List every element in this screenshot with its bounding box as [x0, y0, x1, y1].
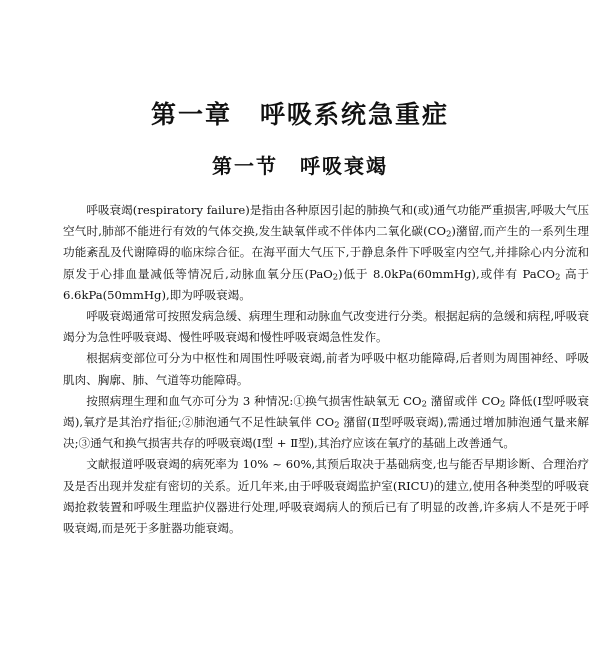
- subscript: 2: [421, 398, 427, 409]
- paragraph-location: 根据病变部位可分为中枢性和周围性呼吸衰竭,前者为呼吸中枢功能障碍,后者则为周围神经、呼吸肌肉、胸廓、肺、气道等功能障碍。: [63, 351, 589, 387]
- chapter-title: [0, 98, 600, 132]
- section-title: [0, 152, 600, 180]
- paragraph-text: 降低(Ⅰ型呼吸衰竭),氧疗是其治疗指征;②肺泡通气不足性缺氧伴 CO: [63, 393, 589, 430]
- section-name: 呼吸衰竭: [300, 154, 388, 178]
- paragraph-text: 呼吸衰竭(respiratory failure)是指由各种原因引起的肺换气和(或)通气功能严重损害,呼吸大气压空气时,肺部不能进行有效的气体交换,发生缺氧伴或不伴体内二氧化碳(CO: [63, 203, 589, 239]
- paragraph-text: 高于 6.6kPa(50mmHg),即为呼吸衰竭。: [63, 266, 590, 302]
- subscript: 2: [446, 228, 452, 239]
- paragraph-text: 按照病理生理和血气亦可分为 3 种情况:①换气损害性缺氧无 CO: [86, 393, 422, 408]
- paragraph-blood-gas: [63, 391, 589, 455]
- paragraph-text: 潴留或伴 CO: [426, 393, 500, 408]
- paragraph-text: )潴留,而产生的一系列生理功能紊乱及代谢障碍的临床综合征。在海平面大气压下,于静息条件下呼吸室内空气,并排除心内分流和原发于心排血量减低等情况后,动脉血氧分压(PaO: [63, 224, 589, 281]
- paragraph-text: )低于 8.0kPa(60mmHg),或伴有 PaCO: [338, 266, 556, 281]
- body-text: [63, 200, 589, 539]
- paragraph-prognosis: 文献报道呼吸衰竭的病死率为 10% ~ 60%,其预后取决于基础病变,也与能否早期诊断、合理治疗及是否出现并发症有密切的关系。近几年来,由于呼吸衰竭监护室(RICU)的建立,使用各种类型的呼吸衰竭抢救装置和呼吸生理监护仪器进行处理,呼吸衰竭病人的预后已有了明显的改善,许多病人不是死于呼吸衰竭,而是死于多脏器功能衰竭。: [63, 457, 589, 536]
- chapter-name: 呼吸系统急重症: [260, 100, 450, 129]
- paragraph-classification: 呼吸衰竭通常可按照发病急缓、病理生理和动脉血气改变进行分类。根据起病的急缓和病程,呼吸衰竭分为急性呼吸衰竭、慢性呼吸衰竭和慢性呼吸衰竭急性发作。: [63, 309, 589, 345]
- paragraph-definition: [63, 200, 589, 306]
- paragraph-text: 潴留(Ⅱ型呼吸衰竭),需通过增加肺泡通气量来解决;③通气和换气损害共存的呼吸衰竭(Ⅰ型 + Ⅱ型),其治疗应该在氧疗的基础上改善通气。: [63, 415, 589, 451]
- chapter-number: 第一章: [150, 100, 232, 129]
- subscript: 2: [500, 398, 506, 409]
- subscript: 2: [332, 271, 339, 282]
- section-number: 第一节: [212, 154, 278, 178]
- subscript: 2: [334, 419, 340, 430]
- subscript: 2: [555, 271, 561, 282]
